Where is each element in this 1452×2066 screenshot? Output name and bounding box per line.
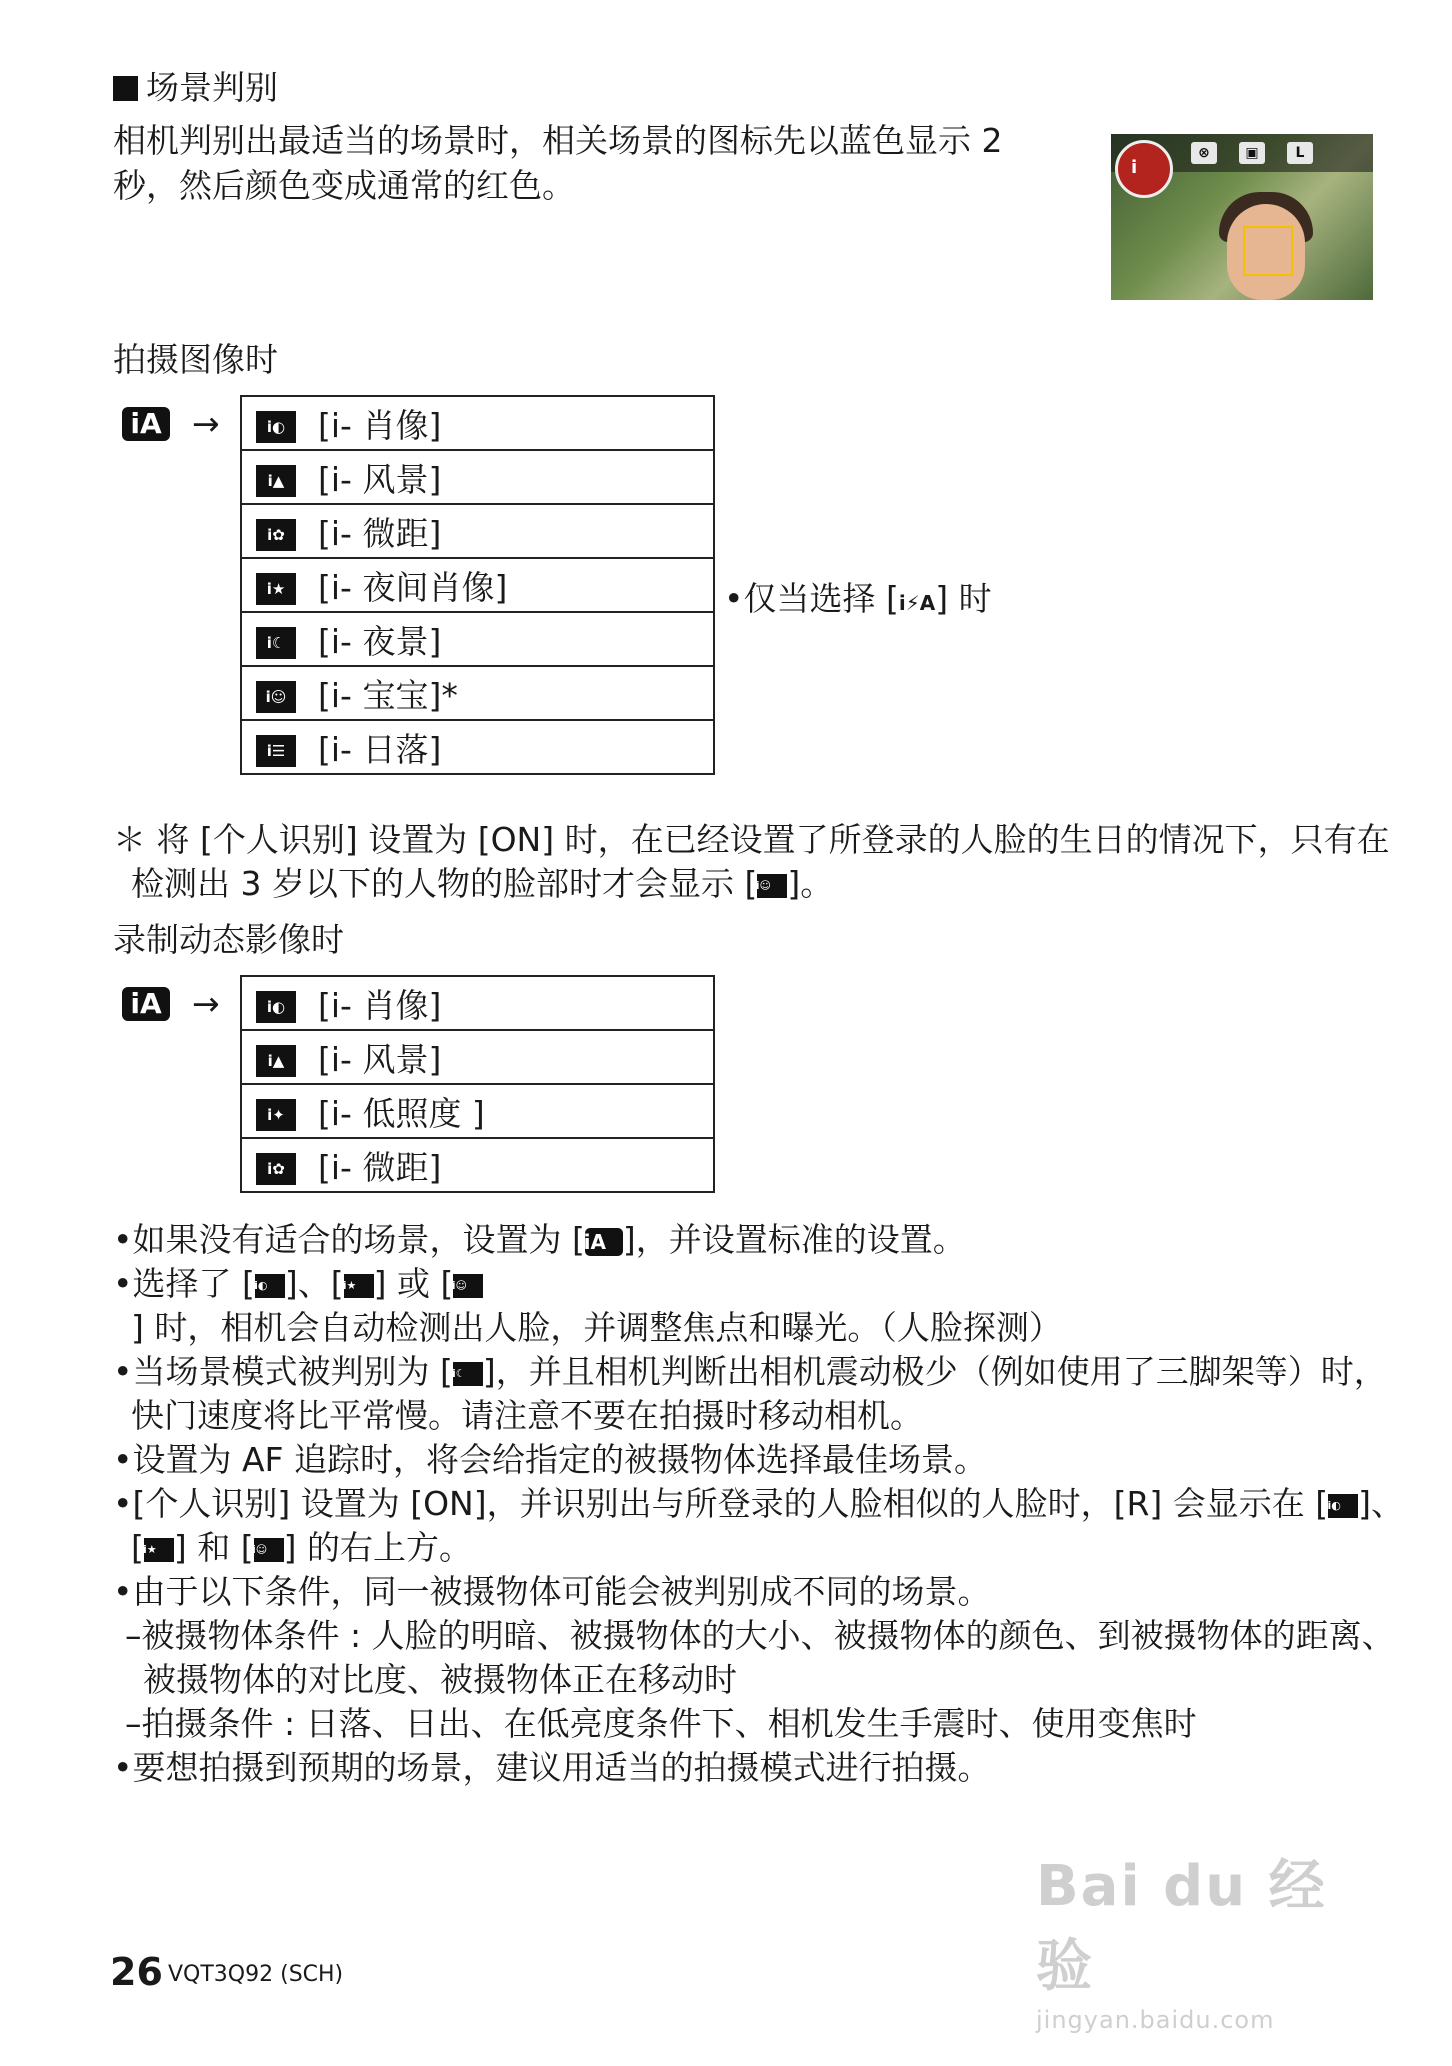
i-macro-icon: i✿ <box>256 1153 296 1185</box>
i-baby-icon: i☺ <box>453 1274 483 1298</box>
table-row <box>241 1138 714 1192</box>
bullet-face-detection: •选择了 [i◐ ]、[i★ ] 或 [i☺] 时，相机会自动检测出人脸，并调整焦点和曝光。（人脸探测） <box>113 1264 1062 1347</box>
sample-photo <box>1111 134 1373 300</box>
ia-mode-icon: iA <box>122 407 170 441</box>
table-row <box>241 612 714 666</box>
bullet-conditions: •由于以下条件，同一被摄物体可能会被判别成不同的场景。 <box>113 1572 991 1611</box>
table-row <box>241 396 714 450</box>
i-scenery-icon: i▲ <box>256 465 296 497</box>
table-row <box>241 450 714 504</box>
mode-label: [i- 宝宝]* <box>318 675 458 715</box>
self-timer-icon: ⊗ <box>1191 142 1217 164</box>
i-night-scenery-icon: i☾ <box>453 1362 483 1386</box>
table-row <box>241 976 714 1030</box>
size-icon: L <box>1287 142 1313 164</box>
i-portrait-icon: i◐ <box>1328 1494 1358 1518</box>
movie-subheading: 录制动态影像时 <box>113 920 344 959</box>
mode-label: [i- 肖像] <box>318 405 442 445</box>
mode-label: [i- 夜景] <box>318 621 442 661</box>
watermark-logo-text: Bai du 经验 <box>1036 1854 1327 1999</box>
i-night-scenery-icon: i☾ <box>256 627 296 659</box>
mode-label: [i- 夜间肖像] <box>318 567 508 607</box>
mode-label: [i- 低照度 ] <box>318 1093 485 1133</box>
i-sunset-icon: i☰ <box>256 735 296 767</box>
still-subheading: 拍摄图像时 <box>113 340 278 379</box>
watermark-url: jingyan.baidu.com <box>1036 2006 1275 2034</box>
i-scenery-icon: i▲ <box>256 1045 296 1077</box>
square-bullet-icon <box>113 76 138 101</box>
image-stabilizer-icon: ▣ <box>1239 142 1265 164</box>
i-portrait-icon: i◐ <box>256 991 296 1023</box>
bullet-face-recognition: •[个人识别] 设置为 [ON]，并识别出与所登录的人脸相似的人脸时，[R] 会显示在 [i◐ ]、[i★ ] 和 [i☺ ] 的右上方。 <box>113 1484 1405 1567</box>
baidu-watermark <box>1036 1842 1376 2034</box>
bullet-no-scene: •如果没有适合的场景，设置为 [iA ]，并设置标准的设置。 <box>113 1220 966 1259</box>
ia-portrait-indicator-icon: i <box>1115 140 1173 198</box>
arrow-icon: → <box>192 984 220 1023</box>
i-night-portrait-icon: i★ <box>256 573 296 605</box>
table-row <box>241 720 714 774</box>
night-portrait-note: •仅当选择 [i⚡A] 时 <box>724 579 992 618</box>
heading-text: 场景判别 <box>146 68 278 107</box>
shooting-conditions: –拍摄条件 : 日落、日出、在低亮度条件下、相机发生手震时、使用变焦时 <box>125 1704 1197 1743</box>
table-row <box>241 1084 714 1138</box>
mode-label: [i- 日落] <box>318 729 442 769</box>
arrow-icon: → <box>192 404 220 443</box>
intro-paragraph: 相机判别出最适当的场景时，相关场景的图标先以蓝色显示 2 秒，然后颜色变成通常的红色。 <box>113 121 1003 205</box>
ia-mode-icon: iA <box>585 1228 623 1256</box>
i-night-portrait-icon: i★ <box>144 1538 174 1562</box>
movie-modes-table <box>240 975 715 1193</box>
mode-label: [i- 风景] <box>318 459 442 499</box>
mode-label: [i- 微距] <box>318 513 442 553</box>
doc-code: VQT3Q92 (SCH) <box>168 1962 344 1987</box>
i-baby-icon: i☺ <box>757 874 787 898</box>
still-modes-table <box>240 395 715 775</box>
face-detection-frame <box>1243 226 1293 276</box>
table-row <box>241 666 714 720</box>
section-heading <box>113 66 278 110</box>
page-number: 26 <box>110 1950 163 1994</box>
mode-label: [i- 肖像] <box>318 985 442 1025</box>
table-row <box>241 504 714 558</box>
i-low-light-icon: i✦ <box>256 1099 296 1131</box>
bullet-af-tracking: •设置为 AF 追踪时，将会给指定的被摄物体选择最佳场景。 <box>113 1440 988 1479</box>
i-night-portrait-icon: i★ <box>344 1274 374 1298</box>
mode-label: [i- 微距] <box>318 1147 442 1187</box>
i-portrait-icon: i◐ <box>256 411 296 443</box>
mode-label: [i- 风景] <box>318 1039 442 1079</box>
i-macro-icon: i✿ <box>256 519 296 551</box>
table-row <box>241 1030 714 1084</box>
bullet-recommendation: •要想拍摄到预期的场景，建议用适当的拍摄模式进行拍摄。 <box>113 1748 991 1787</box>
bullet-night-scenery: •当场景模式被判别为 [i☾ ]，并且相机判断出相机震动极少（例如使用了三脚架等）时，快门速度将比平常慢。请注意不要在拍摄时移动相机。 <box>113 1352 1387 1435</box>
ia-mode-icon: iA <box>122 987 170 1021</box>
i-baby-icon: i☺ <box>256 681 296 713</box>
subject-conditions: –被摄物体条件 : 人脸的明暗、被摄物体的大小、被摄物体的颜色、到被摄物体的距离、被摄物体的对比度、被摄物体正在移动时 <box>125 1616 1395 1699</box>
i-portrait-icon: i◐ <box>255 1274 285 1298</box>
asterisk-note: ＊ 将 [个人识别] 设置为 [ON] 时，在已经设置了所登录的人脸的生日的情况下，只有在检测出 3 岁以下的人物的脸部时才会显示 [i☺ ]。 <box>113 820 1390 903</box>
flash-auto-icon: i⚡A <box>898 591 936 615</box>
i-baby-icon: i☺ <box>254 1538 284 1562</box>
table-row <box>241 558 714 612</box>
